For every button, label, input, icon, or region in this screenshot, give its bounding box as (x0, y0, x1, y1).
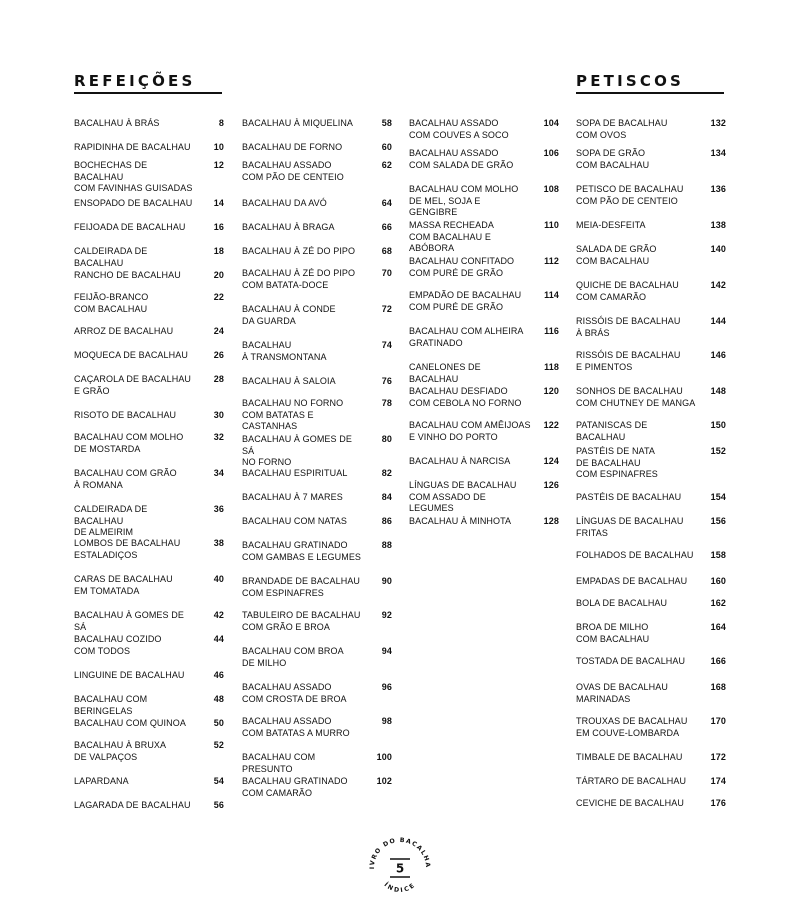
entry-title: LOMBOS DE BACALHAU ESTALADIÇOS (74, 538, 181, 560)
index-entry (74, 326, 224, 338)
index-entry (242, 516, 392, 528)
entry-page-number: 112 (544, 256, 559, 266)
entry-title: BACALHAU À NARCISA (409, 456, 511, 466)
index-entry (242, 246, 392, 258)
entry-title: CEVICHE DE BACALHAU (576, 798, 684, 808)
entry-title: SONHOS DE BACALHAU COM CHUTNEY DE MANGA (576, 386, 696, 408)
entry-page-number: 12 (213, 160, 224, 170)
entry-page-number: 140 (710, 244, 726, 254)
index-entry (74, 246, 224, 269)
entry-page-number: 16 (213, 222, 224, 232)
entry-title: BACALHAU ASSADO COM SALADA DE GRÃO (409, 148, 514, 170)
index-entry (409, 326, 559, 349)
entry-page-number: 176 (710, 798, 726, 808)
entry-page-number: 146 (710, 350, 726, 360)
entry-page-number: 92 (381, 610, 392, 620)
entry-title: FEIJÃO-BRANCO COM BACALHAU (74, 292, 149, 314)
entry-title: QUICHE DE BACALHAU COM CAMARÃO (576, 280, 679, 302)
entry-title: BACALHAU DESFIADO COM CEBOLA NO FORNO (409, 386, 522, 408)
entry-page-number: 174 (710, 776, 726, 786)
entry-page-number: 116 (544, 326, 559, 336)
entry-title: BACALHAU COM BROA DE MILHO (242, 646, 344, 668)
index-entry (576, 244, 726, 267)
index-entry (242, 540, 392, 563)
entry-page-number: 42 (213, 610, 224, 620)
entry-page-number: 104 (543, 118, 559, 128)
entry-title: FEIJOADA DE BACALHAU (74, 222, 186, 232)
entry-page-number: 126 (543, 480, 559, 490)
index-entry (576, 118, 726, 141)
entry-title: RISOTO DE BACALHAU (74, 410, 177, 420)
index-entry (409, 290, 559, 313)
entry-page-number: 128 (543, 516, 559, 526)
entry-title: CARAS DE BACALHAU EM TOMATADA (74, 574, 173, 596)
entry-title: MOQUECA DE BACALHAU (74, 350, 188, 360)
entry-title: MASSA RECHEADA COM BACALHAU E ABÓBORA (409, 220, 494, 253)
entry-title: BACALHAU COM MOLHO DE MEL, SOJA E GENGIBRE (409, 184, 519, 217)
index-entry (242, 776, 392, 799)
entry-page-number: 122 (543, 420, 559, 430)
entry-page-number: 68 (381, 246, 392, 256)
entry-title: BACALHAU DE FORNO (242, 142, 343, 152)
index-entry (576, 656, 726, 668)
entry-page-number: 124 (543, 456, 559, 466)
index-entry (409, 386, 559, 409)
index-entry (74, 574, 224, 597)
entry-page-number: 98 (381, 716, 392, 726)
entry-title: BACALHAU GRATINADO COM GAMBAS E LEGUMES (242, 540, 362, 562)
index-entry (74, 160, 224, 195)
heading-rule-refeicoes (74, 92, 222, 94)
entry-page-number: 36 (213, 504, 224, 514)
entry-page-number: 80 (381, 434, 392, 444)
entry-title: BACALHAU À BRÁS (74, 118, 160, 128)
entry-page-number: 48 (213, 694, 224, 704)
index-entry (74, 270, 224, 282)
index-entry (576, 622, 726, 645)
entry-page-number: 70 (381, 268, 392, 278)
page-number: 5 (395, 861, 405, 876)
index-entry (242, 340, 392, 363)
entry-title: BACALHAU CONFITADO COM PURÉ DE GRÃO (409, 256, 515, 278)
entry-page-number: 18 (213, 246, 224, 256)
entry-page-number: 156 (710, 516, 726, 526)
index-entry (74, 468, 224, 491)
entry-title: OVAS DE BACALHAU MARINADAS (576, 682, 668, 704)
heading-petiscos: PETISCOS (576, 72, 685, 90)
entry-page-number: 136 (710, 184, 726, 194)
entry-page-number: 24 (213, 326, 224, 336)
emblem-bottom-text: ÍNDICE (382, 881, 418, 895)
entry-page-number: 152 (710, 446, 726, 456)
index-entry (576, 280, 726, 303)
entry-page-number: 110 (544, 220, 559, 230)
entry-page-number: 164 (710, 622, 726, 632)
entry-title: EMPADAS DE BACALHAU (576, 576, 688, 586)
index-entry (242, 304, 392, 327)
index-entry (74, 610, 224, 633)
index-entry (74, 538, 224, 561)
index-entry (576, 598, 726, 610)
index-entry (74, 800, 224, 812)
entry-page-number: 94 (381, 646, 392, 656)
index-entry (74, 118, 224, 130)
index-entry (576, 386, 726, 409)
entry-page-number: 30 (213, 410, 224, 420)
entry-title: EMPADÃO DE BACALHAU COM PURÉ DE GRÃO (409, 290, 522, 312)
index-entry (74, 198, 224, 210)
entry-page-number: 168 (710, 682, 726, 692)
index-entry (409, 184, 559, 219)
entry-title: BACALHAU À ZÉ DO PIPO COM BATATA-DOCE (242, 268, 356, 290)
entry-page-number: 28 (213, 374, 224, 384)
entry-title: LAPARDANA (74, 776, 129, 786)
entry-page-number: 40 (213, 574, 224, 584)
index-entry (74, 222, 224, 234)
index-entry (576, 798, 726, 810)
index-entry (576, 752, 726, 764)
entry-title: BACALHAU À BRUXA DE VALPAÇOS (74, 740, 167, 762)
index-entry (74, 142, 224, 154)
entry-title: BACALHAU À SALOIA (242, 376, 336, 386)
entry-title: PETISCO DE BACALHAU COM PÃO DE CENTEIO (576, 184, 684, 206)
entry-page-number: 38 (213, 538, 224, 548)
entry-title: PASTÉIS DE BACALHAU (576, 492, 682, 502)
entry-page-number: 50 (213, 718, 224, 728)
entry-title: LÍNGUAS DE BACALHAU FRITAS (576, 516, 684, 538)
entry-page-number: 160 (710, 576, 726, 586)
entry-title: SOPA DE GRÃO COM BACALHAU (576, 148, 650, 170)
index-entry (576, 516, 726, 539)
index-entry (74, 350, 224, 362)
entry-title: BACALHAU À CONDE DA GUARDA (242, 304, 336, 326)
entry-page-number: 76 (381, 376, 392, 386)
index-entry (409, 220, 559, 255)
entry-page-number: 46 (213, 670, 224, 680)
entry-page-number: 100 (376, 752, 392, 762)
entry-page-number: 90 (381, 576, 392, 586)
index-entry (242, 160, 392, 183)
index-entry (242, 610, 392, 633)
entry-page-number: 142 (710, 280, 726, 290)
entry-page-number: 64 (381, 198, 392, 208)
entry-title: SALADA DE GRÃO COM BACALHAU (576, 244, 657, 266)
index-entry (74, 634, 224, 657)
entry-title: PATANISCAS DE BACALHAU (576, 420, 648, 442)
entry-page-number: 88 (381, 540, 392, 550)
entry-title: BACALHAU ESPIRITUAL (242, 468, 348, 478)
entry-page-number: 162 (710, 598, 726, 608)
entry-page-number: 82 (381, 468, 392, 478)
entry-page-number: 52 (213, 740, 224, 750)
index-entry (74, 740, 224, 763)
entry-title: BACALHAU À ZÉ DO PIPO (242, 246, 356, 256)
entry-page-number: 56 (213, 800, 224, 810)
index-entry (242, 468, 392, 480)
index-entry (409, 480, 559, 515)
index-entry (576, 350, 726, 373)
entry-title: BACALHAU ASSADO COM COUVES A SOCO (409, 118, 509, 140)
entry-page-number: 148 (710, 386, 726, 396)
entry-page-number: 106 (543, 148, 559, 158)
index-entry (74, 776, 224, 788)
entry-title: BACALHAU À MINHOTA (409, 516, 512, 526)
entry-page-number: 72 (381, 304, 392, 314)
index-entry (576, 776, 726, 788)
entry-title: ARROZ DE BACALHAU (74, 326, 174, 336)
index-entry (409, 516, 559, 528)
index-entry (242, 682, 392, 705)
entry-page-number: 138 (710, 220, 726, 230)
entry-page-number: 96 (381, 682, 392, 692)
entry-page-number: 150 (710, 420, 726, 430)
entry-page-number: 166 (710, 656, 726, 666)
index-entry (576, 148, 726, 171)
entry-title: TOSTADA DE BACALHAU (576, 656, 686, 666)
index-entry (242, 398, 392, 433)
entry-title: BACALHAU ASSADO COM CROSTA DE BROA (242, 682, 347, 704)
entry-title: BACALHAU COM PRESUNTO (242, 752, 316, 774)
entry-title: RISSÓIS DE BACALHAU À BRÁS (576, 316, 681, 338)
entry-page-number: 118 (544, 362, 559, 372)
entry-title: BACALHAU DA AVÓ (242, 198, 327, 208)
entry-page-number: 120 (543, 386, 559, 396)
index-entry (242, 492, 392, 504)
index-entry (576, 492, 726, 504)
entry-page-number: 58 (381, 118, 392, 128)
entry-title: CALDEIRADA DE BACALHAU (74, 246, 148, 268)
entry-title: TÁRTARO DE BACALHAU (576, 776, 687, 786)
entry-title: LAGARADA DE BACALHAU (74, 800, 191, 810)
index-entry (242, 142, 392, 154)
index-entry (576, 184, 726, 207)
entry-title: LINGUINE DE BACALHAU (74, 670, 185, 680)
index-entry (242, 576, 392, 599)
entry-title: TIMBALE DE BACALHAU (576, 752, 683, 762)
entry-page-number: 8 (218, 118, 224, 128)
index-entry (409, 362, 559, 385)
index-entry (576, 576, 726, 588)
entry-page-number: 78 (381, 398, 392, 408)
heading-rule-petiscos (576, 92, 724, 94)
entry-title: MEIA-DESFEITA (576, 220, 646, 230)
entry-title: BACALHAU COM AMÊIJOAS E VINHO DO PORTO (409, 420, 531, 442)
entry-title: FOLHADOS DE BACALHAU (576, 550, 694, 560)
entry-title: BACALHAU À MIQUELINA (242, 118, 354, 128)
entry-title: BACALHAU À TRANSMONTANA (242, 340, 327, 362)
index-entry (409, 420, 559, 443)
index-entry (242, 198, 392, 210)
index-entry (576, 420, 726, 443)
index-entry (74, 374, 224, 397)
index-entry (409, 256, 559, 279)
index-entry (74, 670, 224, 682)
entry-title: BROA DE MILHO COM BACALHAU (576, 622, 650, 644)
entry-page-number: 20 (213, 270, 224, 280)
entry-title: LÍNGUAS DE BACALHAU COM ASSADO DE LEGUMES (409, 480, 517, 513)
entry-title: BRANDADE DE BACALHAU COM ESPINAFRES (242, 576, 361, 598)
entry-page-number: 74 (381, 340, 392, 350)
entry-page-number: 134 (710, 148, 726, 158)
index-entry (242, 716, 392, 739)
entry-page-number: 34 (213, 468, 224, 478)
entry-page-number: 26 (213, 350, 224, 360)
index-entry (242, 118, 392, 130)
index-entry (576, 550, 726, 562)
entry-title: TROUXAS DE BACALHAU EM COUVE-LOMBARDA (576, 716, 688, 738)
entry-page-number: 108 (543, 184, 559, 194)
entry-title: BACALHAU COM QUINOA (74, 718, 186, 728)
entry-page-number: 10 (213, 142, 224, 152)
entry-page-number: 132 (710, 118, 726, 128)
index-entry (576, 716, 726, 739)
entry-title: BACALHAU À GOMES DE SÁ NO FORNO (242, 434, 352, 467)
entry-page-number: 84 (381, 492, 392, 502)
index-entry (242, 376, 392, 388)
entry-title: BACALHAU COM ALHEIRA GRATINADO (409, 326, 524, 348)
entry-title: SOPA DE BACALHAU COM OVOS (576, 118, 668, 140)
index-entry (242, 222, 392, 234)
index-entry (242, 752, 392, 775)
index-entry (242, 268, 392, 291)
index-entry (409, 148, 559, 171)
index-entry (74, 432, 224, 455)
entry-title: RISSÓIS DE BACALHAU E PIMENTOS (576, 350, 681, 372)
entry-title: BACALHAU À GOMES DE SÁ (74, 610, 184, 632)
entry-title: BACALHAU NO FORNO COM BATATAS E CASTANHAS (242, 398, 344, 431)
entry-page-number: 44 (213, 634, 224, 644)
entry-title: BACALHAU GRATINADO COM CAMARÃO (242, 776, 348, 798)
entry-title: BACALHAU COZIDO COM TODOS (74, 634, 162, 656)
entry-title: PASTÉIS DE NATA DE BACALHAU COM ESPINAFRES (576, 446, 658, 479)
entry-page-number: 32 (213, 432, 224, 442)
entry-page-number: 60 (381, 142, 392, 152)
index-entry (576, 682, 726, 705)
entry-title: ENSOPADO DE BACALHAU (74, 198, 193, 208)
entry-title: RANCHO DE BACALHAU (74, 270, 181, 280)
entry-title: BOLA DE BACALHAU (576, 598, 668, 608)
index-entry (74, 410, 224, 422)
entry-page-number: 14 (213, 198, 224, 208)
index-entry (74, 694, 224, 717)
index-entry (576, 220, 726, 232)
entry-page-number: 158 (710, 550, 726, 560)
index-entry (576, 446, 726, 481)
entry-page-number: 114 (544, 290, 559, 300)
entry-page-number: 86 (381, 516, 392, 526)
entry-page-number: 144 (710, 316, 726, 326)
entry-title: CANELONES DE BACALHAU (409, 362, 481, 384)
entry-title: CAÇAROLA DE BACALHAU E GRÃO (74, 374, 192, 396)
entry-page-number: 102 (376, 776, 392, 786)
index-entry (409, 118, 559, 141)
index-entry (242, 646, 392, 669)
entry-title: CALDEIRADA DE BACALHAU DE ALMEIRIM (74, 504, 148, 537)
entry-title: BOCHECHAS DE BACALHAU COM FAVINHAS GUISADAS (74, 160, 193, 193)
index-entry (242, 434, 392, 469)
entry-page-number: 172 (710, 752, 726, 762)
entry-page-number: 66 (381, 222, 392, 232)
emblem-top-text: IVRO DO BACALHA (368, 836, 432, 870)
entry-page-number: 22 (213, 292, 224, 302)
entry-title: BACALHAU ASSADO COM BATATAS A MURRO (242, 716, 350, 738)
entry-page-number: 154 (710, 492, 726, 502)
entry-page-number: 54 (213, 776, 224, 786)
index-entry (409, 456, 559, 468)
entry-title: RAPIDINHA DE BACALHAU (74, 142, 191, 152)
entry-title: TABULEIRO DE BACALHAU COM GRÃO E BROA (242, 610, 361, 632)
index-entry (74, 504, 224, 539)
entry-title: BACALHAU COM GRÃO À ROMANA (74, 468, 177, 490)
entry-page-number: 62 (381, 160, 392, 170)
entry-title: BACALHAU COM NATAS (242, 516, 347, 526)
heading-refeicoes: REFEIÇÕES (74, 72, 196, 90)
entry-title: BACALHAU ASSADO COM PÃO DE CENTEIO (242, 160, 344, 182)
index-entry (74, 292, 224, 315)
footer-emblem (362, 830, 438, 906)
entry-title: BACALHAU À BRAGA (242, 222, 335, 232)
entry-title: BACALHAU À 7 MARES (242, 492, 343, 502)
index-entry (576, 316, 726, 339)
index-entry (74, 718, 224, 730)
entry-page-number: 170 (710, 716, 726, 726)
entry-title: BACALHAU COM MOLHO DE MOSTARDA (74, 432, 184, 454)
entry-title: BACALHAU COM BERINGELAS (74, 694, 148, 716)
